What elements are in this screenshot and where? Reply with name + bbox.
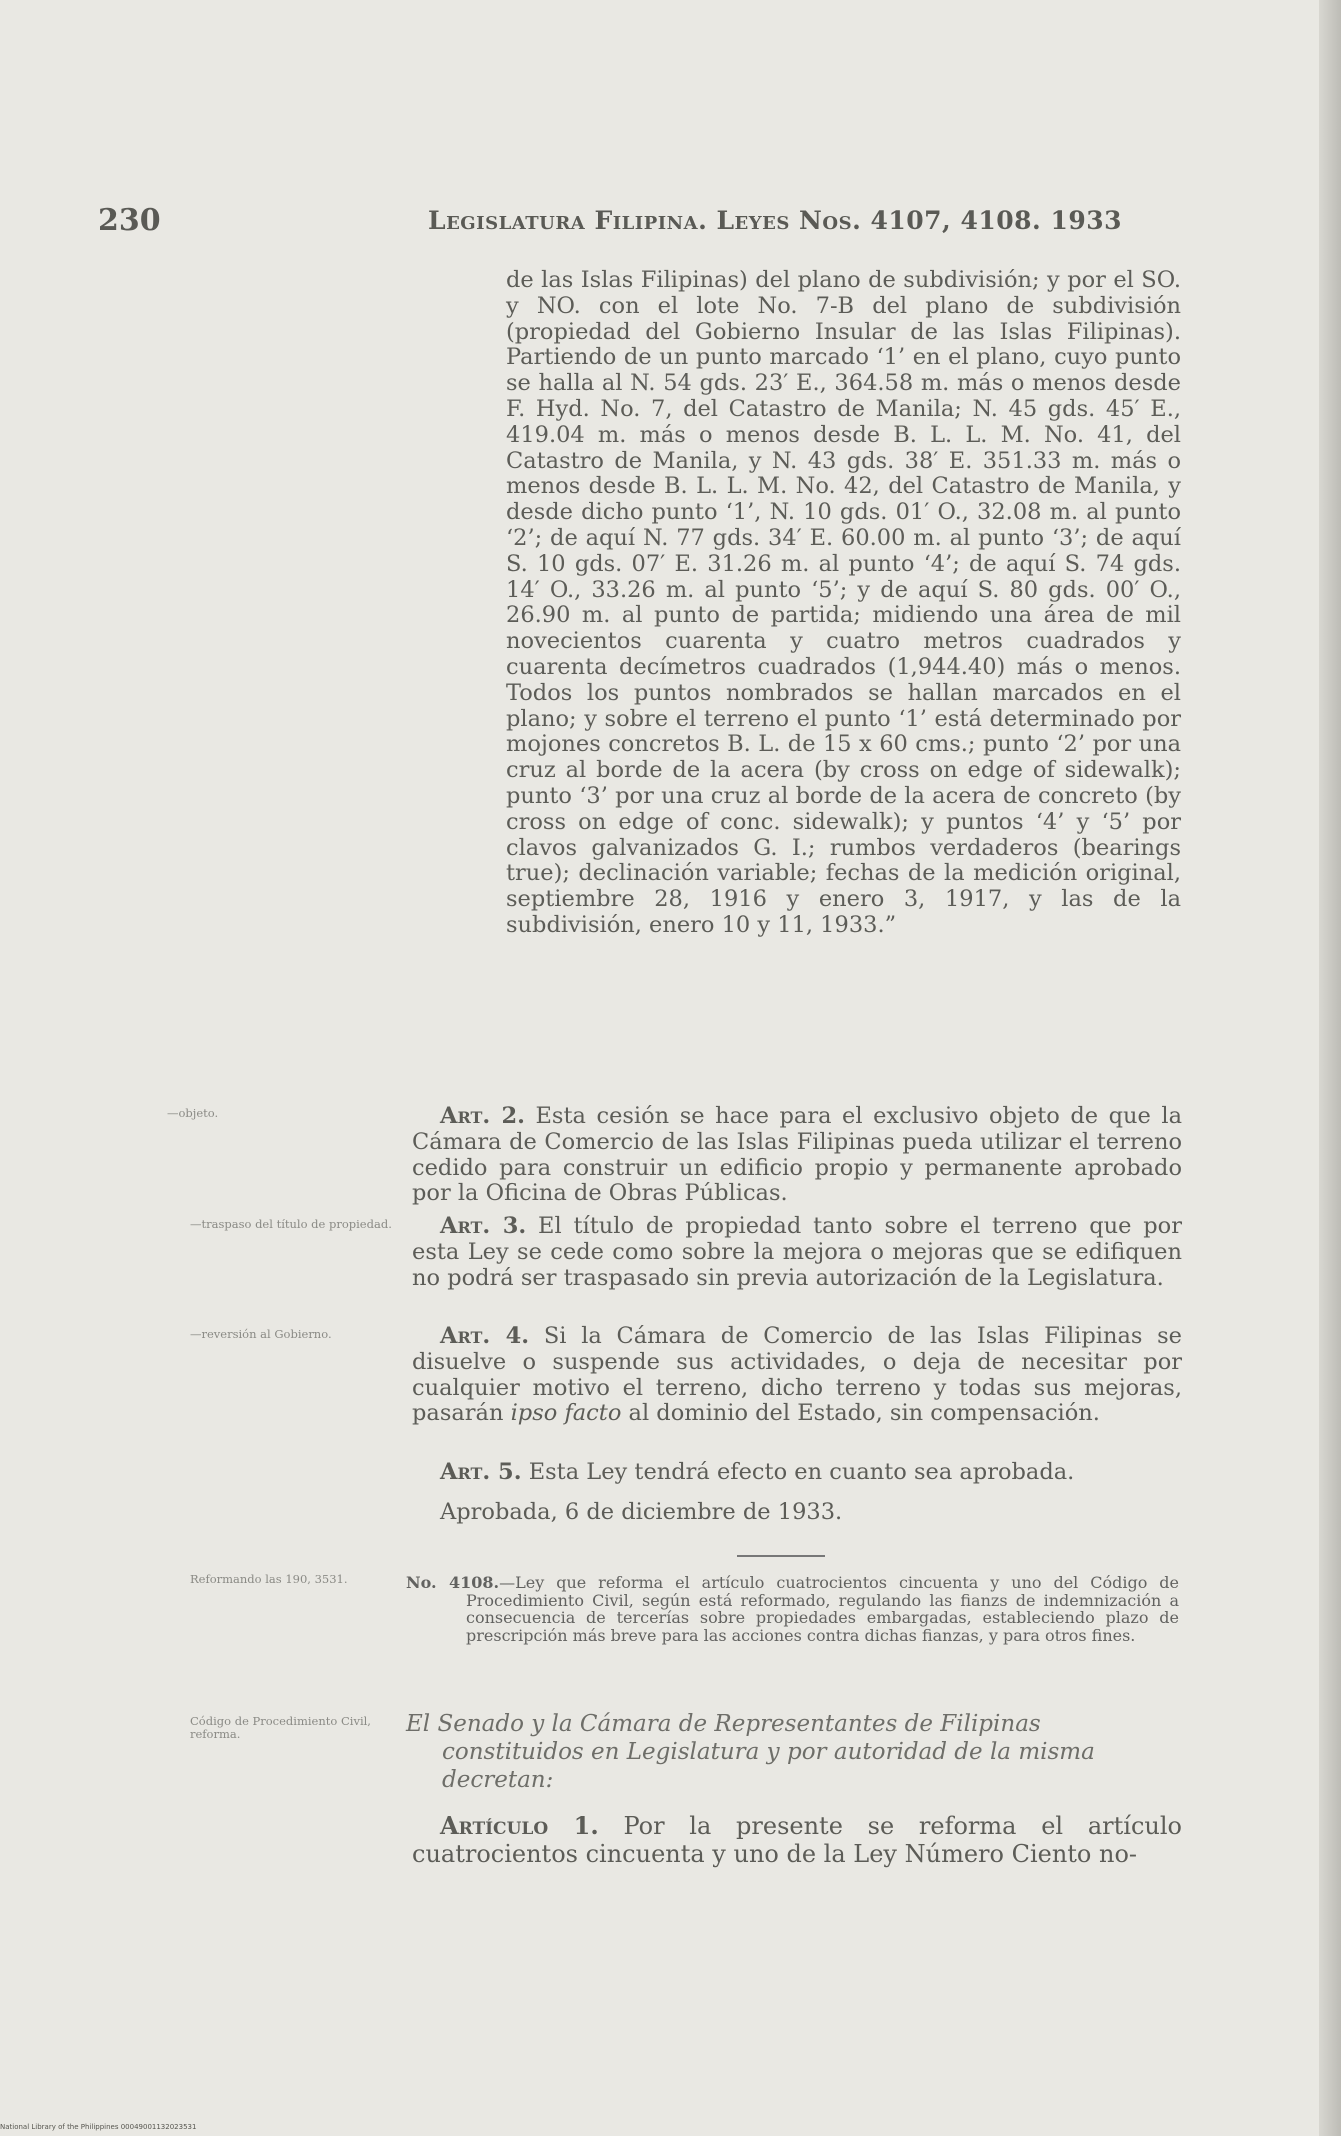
margin-note-objeto: —objeto. — [167, 1106, 219, 1120]
law-4108-number: No. 4108. — [406, 1573, 500, 1592]
article-4-text-after: al dominio del Estado, sin compensación. — [621, 1400, 1100, 1427]
law-4108-summary-text: —Ley que reforma el artículo cuatrocientos cincuenta y uno del Código de Procedimiento Civil, según está reformado, regulando las fianzs de indemnización a consecuencia de tercerías sobre propiedades embargadas, estableciendo plazo de prescripción más breve para las acciones contra dichas fianzas, y para otros fines. — [466, 1573, 1179, 1645]
article-2-text: Esta cesión se hace para el exclusivo objeto de que la Cámara de Comercio de las Islas Filipinas pueda utilizar el terreno cedido para construir un edificio propio y permanente aprobado por la Oficina de Obras Públicas. — [412, 1103, 1182, 1207]
article-2 — [412, 1104, 1182, 1207]
running-title: Legislatura Filipina. Leyes Nos. 4107, 4108. 1933 — [428, 206, 1123, 235]
margin-note-traspaso: —traspaso del título de propiedad. — [190, 1217, 392, 1231]
footer-credit: National Library of the Philippines 00049001132023531 — [0, 2123, 197, 2131]
article-3 — [412, 1214, 1182, 1291]
article-1-text: Por la presente se reforma el artículo cuatrocientos cincuenta y uno de la Ley Número Ciento no- — [412, 1812, 1182, 1868]
article-4-label: Art. 4. — [440, 1323, 530, 1349]
article-1 — [412, 1812, 1182, 1868]
article-5-text: Esta Ley tendrá efecto en cuanto sea aprobada. — [521, 1459, 1075, 1485]
section-divider — [737, 1555, 825, 1557]
margin-note-reversion: —reversión al Gobierno. — [190, 1327, 332, 1341]
page-header — [98, 203, 1178, 243]
article-1-label: Artículo 1. — [440, 1811, 599, 1840]
article-4-text-before: Si la Cámara de Comercio de las Islas Filipinas se disuelve o suspende sus actividades, o deja de necesitar por cualquier motivo el terreno, dicho terreno y todas sus mejoras, pasarán — [412, 1323, 1182, 1427]
article-4-italic: ipso facto — [510, 1400, 622, 1427]
law-4108-summary — [406, 1574, 1179, 1644]
article-5-label: Art. 5. — [440, 1459, 522, 1485]
law-4108-summary-body — [406, 1574, 1179, 1644]
article-2-label: Art. 2. — [440, 1103, 525, 1129]
continuation-paragraph: de las Islas Filipinas) del plano de subdivisión; y por el SO. y NO. con el lote No. 7-B del plano de subdivisión (propiedad del Gobierno Insular de las Islas Filipinas). Partiendo de un punto marcado ‘1’ en el plano, cuyo punto se halla al N. 54 gds. 23′ E., 364.58 m. más o menos desde F. Hyd. No. 7, del Catastro de Manila; N. 45 gds. 45′ E., 419.04 m. más o menos desde B. L. L. M. No. 41, del Catastro de Manila, y N. 43 gds. 38′ E. 351.33 m. más o menos desde B. L. L. M. No. 42, del Catastro de Manila, y desde dicho punto ‘1’, N. 10 gds. 01′ O., 32.08 m. al punto ‘2’; de aquí N. 77 gds. 34′ E. 60.00 m. al punto ‘3’; de aquí S. 10 gds. 07′ E. 31.26 m. al punto ‘4’; de aquí S. 74 gds. 14′ O., 33.26 m. al punto ‘5’; y de aquí S. 80 gds. 00′ O., 26.90 m. al punto de partida; midiendo una área de mil novecientos cuarenta y cuatro metros cuadrados y cuarenta decímetros cuadrados (1,944.40) más o menos. Todos los puntos nombrados se hallan marcados en el plano; y sobre el terreno el punto ‘1’ está determinado por mojones concretos B. L. de 15 x 60 cms.; punto ‘2’ por una cruz al borde de la acera (by cross on edge of sidewalk); punto ‘3’ por una cruz al borde de la acera de concreto (by cross on edge of conc. sidewalk); y puntos ‘4’ y ‘5’ por clavos galvanizados G. I.; rumbos verdaderos (bearings true); declinación variable; fechas de la medición original, septiembre 28, 1916 y enero 3, 1917, y las de la subdivisión, enero 10 y 11, 1933.” — [506, 267, 1181, 938]
page-edge-shadow — [1319, 0, 1341, 2136]
approval-line: Aprobada, 6 de diciembre de 1933. — [440, 1499, 843, 1525]
article-4 — [412, 1324, 1182, 1427]
article-5 — [412, 1460, 1182, 1486]
enacting-clause: El Senado y la Cámara de Representantes de Filipinas constituidos en Legislatura y por autoridad de la misma decretan: — [406, 1711, 1095, 1793]
article-3-text: El título de propiedad tanto sobre el terreno que por esta Ley se cede como sobre la mejora o mejoras que se edifiquen no podrá ser traspasado sin previa autorización de la Legislatura. — [412, 1213, 1182, 1291]
margin-note-reformando: Reformando las 190, 3531. — [190, 1572, 348, 1586]
page-number: 230 — [98, 203, 161, 238]
margin-note-codigo: Código de Procedimiento Civil, reforma. — [190, 1714, 371, 1741]
article-3-label: Art. 3. — [440, 1213, 527, 1239]
